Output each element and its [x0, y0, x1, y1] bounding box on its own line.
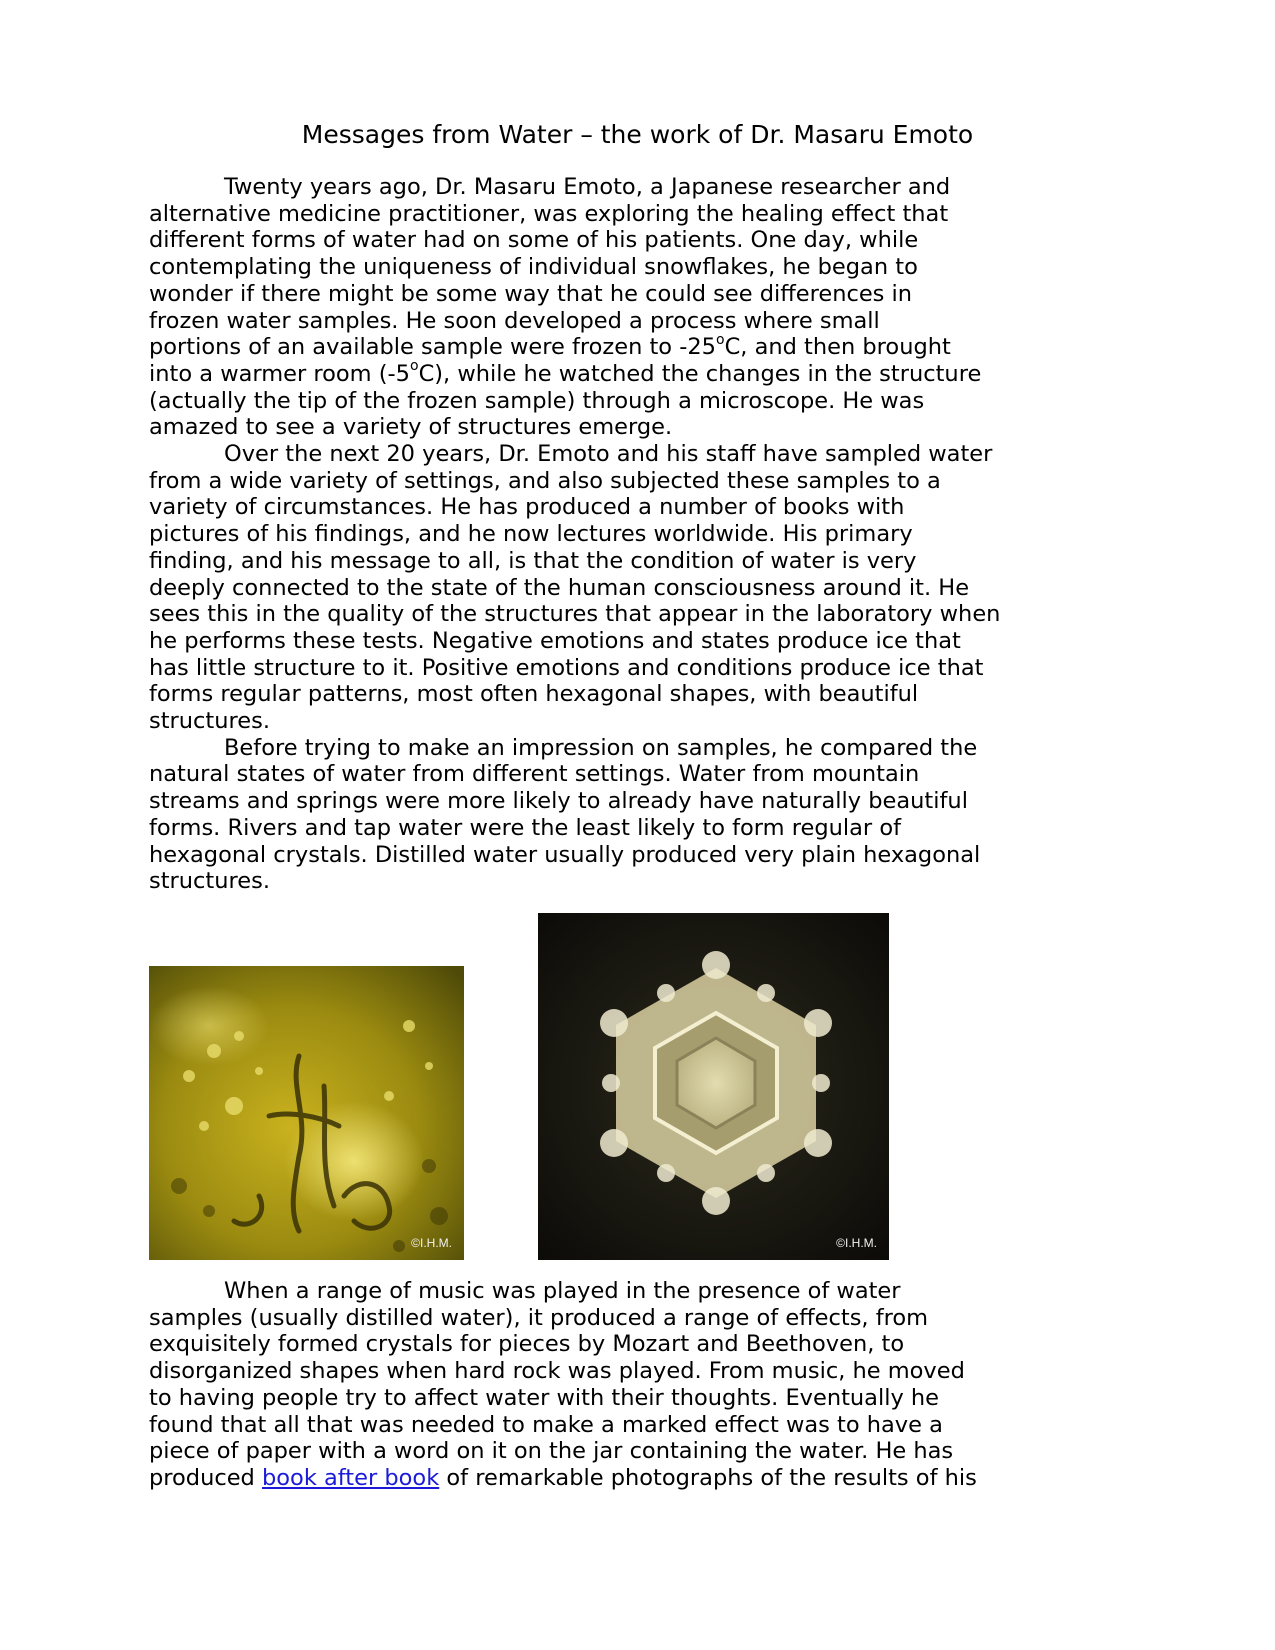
- text-line: piece of paper with a word on it on the jar containing the water. He has: [149, 1438, 954, 1465]
- paragraph-intro: [149, 174, 1149, 895]
- book-after-book-link[interactable]: book after book: [262, 1464, 440, 1491]
- text-line: exquisitely formed crystals for pieces by Mozart and Beethoven, to: [149, 1331, 905, 1358]
- text-line: found that all that was needed to make a marked effect was to have a: [149, 1411, 943, 1438]
- text-line: deeply connected to the state of the human consciousness around it. He: [149, 574, 970, 601]
- degree-sign: o: [715, 331, 725, 348]
- text-line: hexagonal crystals. Distilled water usually produced very plain hexagonal: [149, 841, 981, 868]
- text-line: [149, 358, 1149, 388]
- text-line: Over the next 20 years, Dr. Emoto and his staff have sampled water: [224, 441, 993, 468]
- text-line: amazed to see a variety of structures emerge.: [149, 414, 673, 441]
- text-line: [149, 1465, 1149, 1492]
- paragraph-music: [149, 1278, 1149, 1492]
- text-fragment: portions of an available sample were frozen to -25: [149, 334, 716, 361]
- text-line: forms regular patterns, most often hexagonal shapes, with beautiful: [149, 681, 919, 708]
- text-line: [149, 331, 1149, 361]
- text-fragment: into a warmer room (-5: [149, 360, 410, 387]
- text-line: from a wide variety of settings, and also subjected these samples to a: [149, 467, 941, 494]
- photo-image: [538, 913, 889, 1260]
- page-title: Messages from Water – the work of Dr. Masaru Emoto: [301, 120, 974, 149]
- text-line: When a range of music was played in the presence of water: [224, 1278, 901, 1304]
- text-fragment: of remarkable photographs of the results of his: [439, 1464, 977, 1491]
- photo-credit: ©I.H.M.: [411, 1236, 452, 1250]
- text-line: variety of circumstances. He has produced a number of books with: [149, 494, 905, 521]
- text-fragment: C), while he watched the changes in the structure: [418, 360, 982, 387]
- water-crystal-photo-left: [149, 966, 464, 1260]
- text-line: samples (usually distilled water), it produced a range of effects, from: [149, 1304, 929, 1331]
- text-line: wonder if there might be some way that he could see differences in: [149, 280, 913, 307]
- text-line: disorganized shapes when hard rock was played. From music, he moved: [149, 1358, 965, 1385]
- text-line: streams and springs were more likely to already have naturally beautiful: [149, 788, 968, 815]
- text-fragment: C, and then brought: [724, 334, 951, 361]
- text-line: (actually the tip of the frozen sample) through a microscope. He was: [149, 387, 925, 414]
- text-line: Twenty years ago, Dr. Masaru Emoto, a Japanese researcher and: [224, 174, 951, 200]
- photo-credit: ©I.H.M.: [836, 1236, 877, 1250]
- text-line: contemplating the uniqueness of individual snowflakes, he began to: [149, 254, 918, 281]
- text-line: structures.: [149, 708, 270, 735]
- text-line: different forms of water had on some of his patients. One day, while: [149, 227, 919, 254]
- text-line: pictures of his findings, and he now lectures worldwide. His primary: [149, 521, 913, 548]
- photo-image: [149, 966, 464, 1260]
- text-fragment: produced: [149, 1464, 262, 1491]
- text-line: sees this in the quality of the structures that appear in the laboratory when: [149, 601, 1001, 628]
- text-line: has little structure to it. Positive emotions and conditions produce ice that: [149, 654, 984, 681]
- text-line: he performs these tests. Negative emotions and states produce ice that: [149, 627, 961, 654]
- text-line: to having people try to affect water with their thoughts. Eventually he: [149, 1384, 940, 1411]
- text-line: structures.: [149, 868, 270, 895]
- text-line: Before trying to make an impression on samples, he compared the: [224, 734, 978, 761]
- text-line: forms. Rivers and tap water were the least likely to form regular of: [149, 814, 902, 841]
- text-line: frozen water samples. He soon developed a process where small: [149, 307, 880, 334]
- text-line: natural states of water from different settings. Water from mountain: [149, 761, 920, 788]
- text-line: alternative medicine practitioner, was exploring the healing effect that: [149, 200, 949, 227]
- water-crystal-photo-right: [538, 913, 889, 1260]
- degree-sign: o: [409, 358, 419, 375]
- text-line: finding, and his message to all, is that the condition of water is very: [149, 547, 917, 574]
